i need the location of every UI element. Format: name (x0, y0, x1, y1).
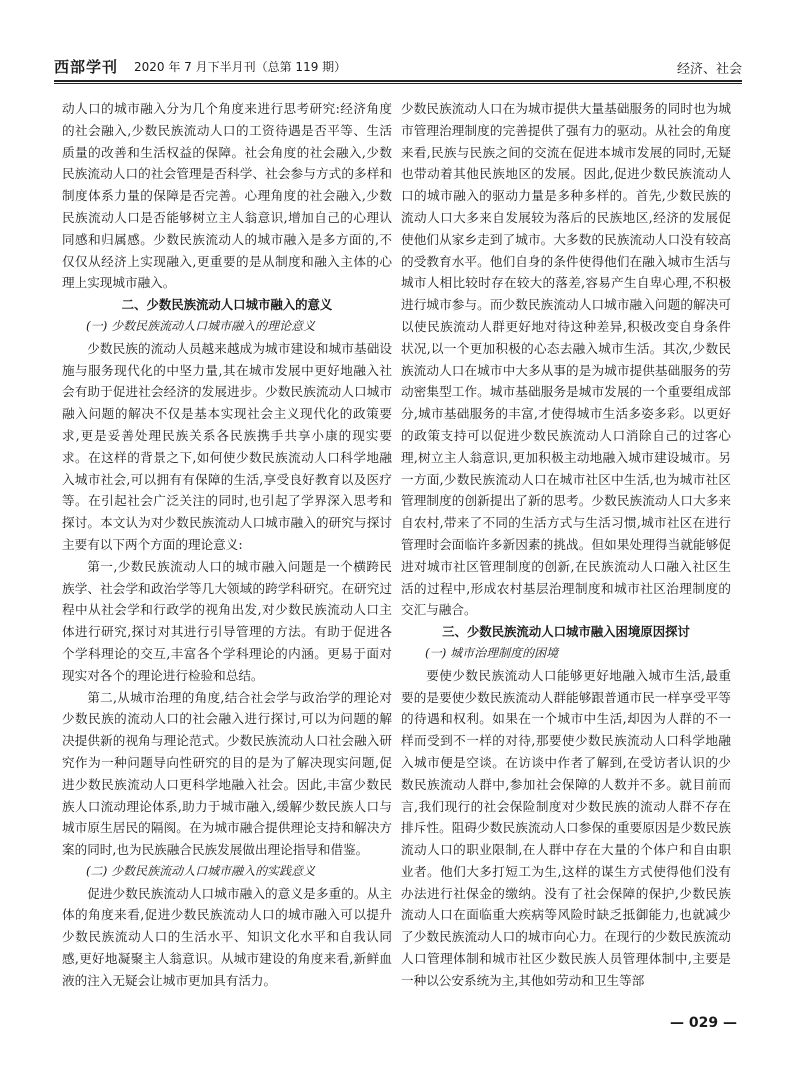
paragraph: 促进少数民族流动人口城市融入的意义是多重的。从主体的角度来看,促进少数民族流动人口的城市融入可以提升少数民族流动人口的生活水平、知识文化水平和自我认同感,更好地凝聚主人翁意识。从城市建设的角度来看,新鲜血液的注入无疑会让城市更加具有活力。 (62, 885, 392, 988)
header-rule-thin (54, 83, 742, 84)
section-label: 经济、社会 (676, 62, 742, 77)
paragraph: 要使少数民族流动人口能够更好地融入城市生活,最重要的是要使少数民族流动人群能够跟普通市民一样享受平等的待遇和权利。如果在一个城市中生活,却因为人群的不一样而受到不一样的对待,那要使少数民族流动人口科学地融入城市便是空谈。在访谈中作者了解到,在受访者认识的少数民族流动人群中,参加社会保障的人数并不多。就目前而言,我们现行的社会保险制度对少数民族的流动人群不存在排斥性。阻碍少数民族流动人口参保的重要原因是少数民族流动人口的职业限制,在人群中存在大量的个体户和自由职业者。他们大多打短工为生,这样的谋生方式使得他们没有办法进行社保金的缴纳。没有了社会保障的保护,少数民族流动人口在面临重大疾病等风险时缺乏抵御能力,也就减少了少数民族流动人口的城市向心力。在现行的少数民族流动人口管理体制和城市社区少数民族人员管理体制中,主要是一种以公安系统为主,其他如劳动和卫生等部 (401, 667, 731, 988)
paragraph: 第一,少数民族流动人口的城市融入问题是一个横跨民族学、社会学和政治学等几大领域的跨学科研究。在研究过程中从社会学和行政学的视角出发,对少数民族流动人口主体进行研究,探讨对其进行引导管理的方法。有助于促进各个学科理论的交互,丰富各个学科理论的内涵。更易于面对现实对各个的理论进行检验和总结。 (62, 558, 392, 683)
journal-logo: 西部学刊 (54, 58, 119, 76)
section-heading: 三、少数民族流动人口城市融入困境原因探讨 (442, 624, 690, 640)
paragraph: 第二,从城市治理的角度,结合社会学与政治学的理论对少数民族的流动人口的社会融入进行探讨,可以为问题的解决提供新的视角与理论范式。少数民族流动人口社会融入研究作为一种问题导向性研究的目的是为了解决现实问题,促进少数民族流动人口更科学地融入社会。因此,丰富少数民族人口流动理论体系,助力于城市融入,缓解少数民族人口与城市原生居民的隔阂。在为城市融合提供理论支持和解决方案的同时,也为民族融合民族发展做出理论指导和借鉴。 (62, 689, 392, 858)
header-rule (54, 80, 742, 82)
subsection-heading: (一) 少数民族流动人口城市融入的理论意义 (86, 318, 316, 333)
paragraph: 少数民族的流动人员越来越成为城市建设和城市基础设施与服务现代化的中坚力量,其在城市发展中更好地融入社会有助于促进社会经济的发展进步。少数民族流动人口城市融入问题的解决不仅是基本实现社会主义现代化的政策要求,更是妥善处理民族关系各民族携手共享小康的现实要求。在这样的背景之下,如何使少数民族流动人口科学地融入城市社会,可以拥有有保障的生活,享受良好教育以及医疗等。在引起社会广泛关注的同时,也引起了学界深入思考和探讨。本文认为对少数民族流动人口城市融入的研究与探讨主要有以下两个方面的理论意义: (62, 340, 392, 552)
page-header (54, 56, 742, 78)
issue-info: 2020 年 7 月下半月刊（总第 119 期） (134, 60, 347, 74)
section-heading: 二、少数民族流动人口城市融入的意义 (121, 297, 333, 313)
paragraph: 动人口的城市融入分为几个角度来进行思考研究:经济角度的社会融入,少数民族流动人口的工资待遇是否平等、生活质量的改善和生活权益的保障。社会角度的社会融入,少数民族流动人口的社会管理是否科学、社会参与方式的多样和制度体系力量的保障是否完善。心理角度的社会融入,少数民族流动人口是否能够树立主人翁意识,增加自己的心理认同感和归属感。少数民族流动人的城市融入是多方面的,不仅仅从经济上实现融入,更重要的是从制度和融入主体的心理上实现城市融入。 (62, 101, 392, 291)
left-column (62, 98, 392, 992)
paragraph: 少数民族流动人口在为城市提供大量基础服务的同时也为城市管理治理制度的完善提供了强有力的驱动。从社会的角度来看,民族与民族之间的交流在促进本城市发展的同时,无疑也带动着其他民族地区的发展。因此,促进少数民族流动人口的城市融入的驱动力量是多种多样的。首先,少数民族的流动人口大多来自发展较为落后的民族地区,经济的发展促使他们从家乡走到了城市。大多数的民族流动人口没有较高的受教育水平。他们自身的条件使得他们在融入城市生活与城市人相比较时存在较大的落差,容易产生自卑心理,不积极进行城市参与。而少数民族流动人口城市融入问题的解决可以使民族流动人群更好地对待这种差异,积极改变自身条件状况,以一个更加积极的心态去融入城市生活。其次,少数民族流动人口在城市中大多从事的是为城市提供基础服务的劳动密集型工作。城市基础服务是城市发展的一个重要组成部分,城市基础服务的丰富,才使得城市生活多姿多彩。以更好的政策支持可以促进少数民族流动人口消除自己的过客心理,树立主人翁意识,更加积极主动地融入城市建设城市。另一方面,少数民族流动人口在城市社区中生活,也为城市社区管理制度的创新提出了新的思考。少数民族流动人口大多来自农村,带来了不同的生活方式与生活习惯,城市社区在进行管理时会面临许多新因素的挑战。但如果处理得当就能够促进对城市社区管理制度的创新,在民族流动人口融入社区生活的过程中,形成农村基层治理制度和城市社区治理制度的交汇与融合。 (401, 101, 731, 618)
right-column (401, 98, 731, 992)
page-number: — 029 — (670, 1015, 737, 1031)
subsection-heading: (一) 城市治理制度的困境 (425, 645, 559, 660)
subsection-heading: (二) 少数民族流动人口城市融入的实践意义 (86, 863, 316, 878)
